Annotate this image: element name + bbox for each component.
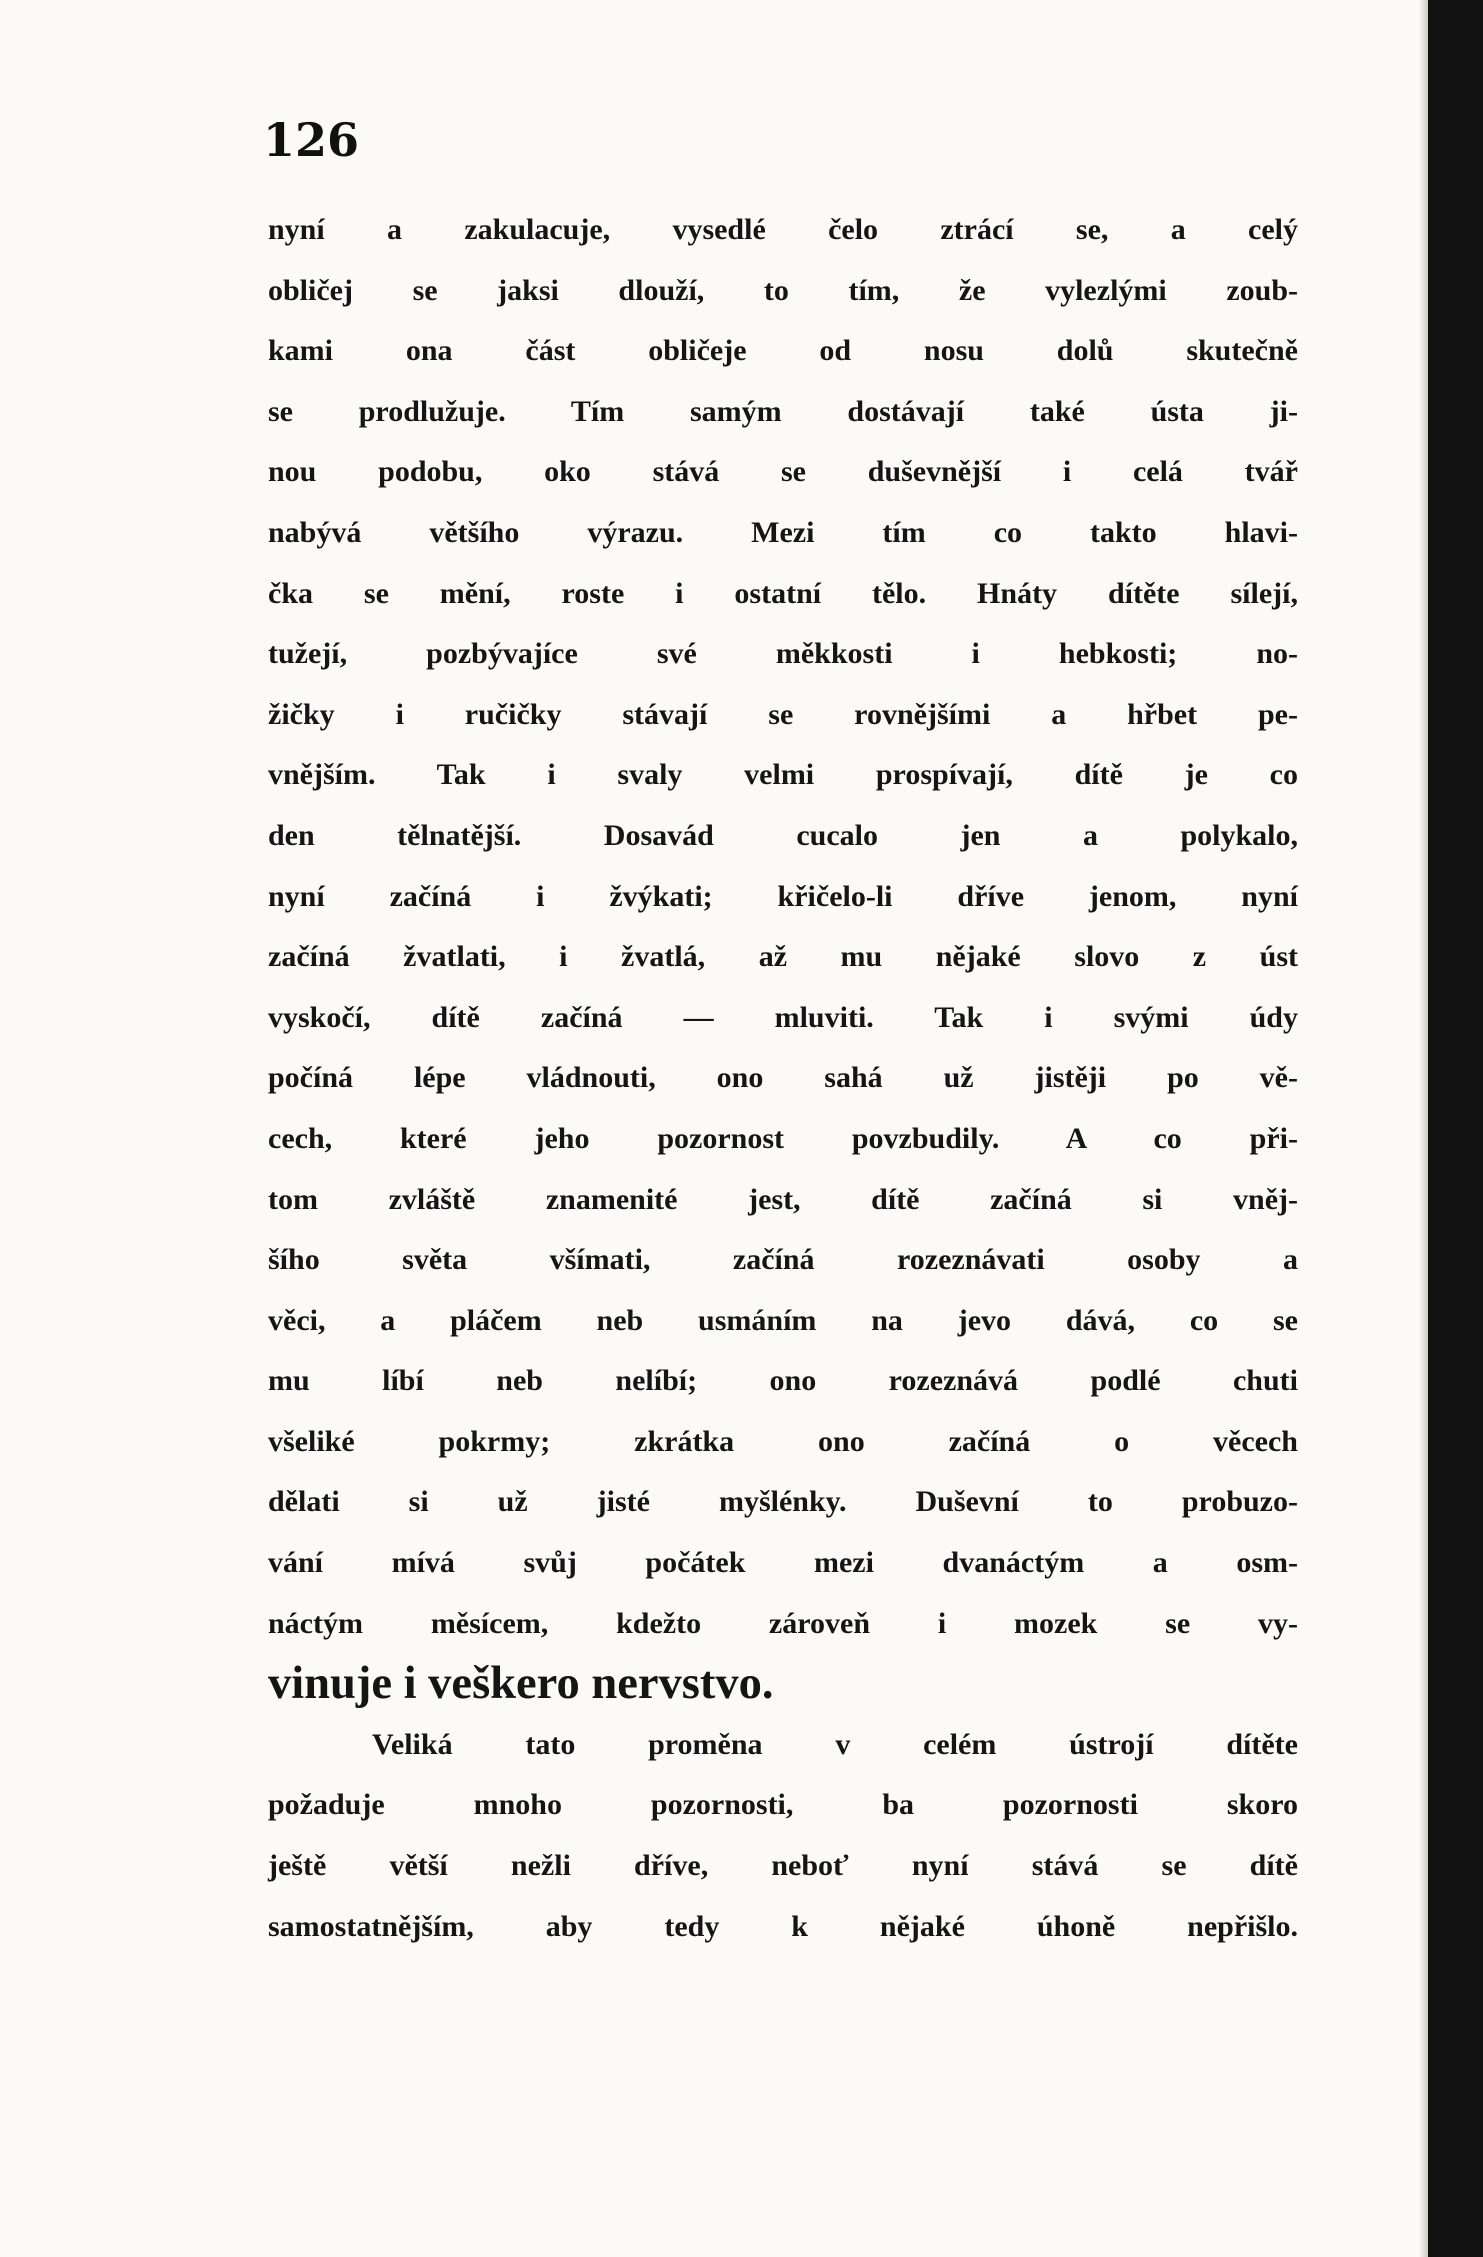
text-line: počíná lépe vládnouti, ono sahá už jistěji po vě- xyxy=(268,1061,1298,1095)
text-line: mu líbí neb nelíbí; ono rozeznává podlé chuti xyxy=(268,1364,1298,1398)
text-line: obličej se jaksi dlouží, to tím, že vylezlými zoub- xyxy=(268,273,1298,307)
page-edge-shadow xyxy=(1419,0,1428,2257)
text-line: náctým měsícem, kdežto zároveň i mozek se vy- xyxy=(268,1606,1298,1640)
text-line: dělati si už jisté myšlénky. Duševní to probuzo- xyxy=(268,1485,1298,1519)
book-spine xyxy=(1428,0,1483,2257)
body-text xyxy=(268,200,1298,1957)
text-line: nyní a zakulacuje, vysedlé čelo ztrácí se, a celý xyxy=(268,213,1298,246)
text-line: se prodlužuje. Tím samým dostávají také ústa ji- xyxy=(268,394,1298,428)
text-line: vání mívá svůj počátek mezi dvanáctým a osm- xyxy=(268,1546,1298,1580)
text-line: ještě větší nežli dříve, neboť nyní stává se dítě xyxy=(268,1849,1298,1883)
text-line: žičky i ručičky stávají se rovnějšími a hřbet pe- xyxy=(268,697,1298,731)
text-line: Veliká tato proměna v celém ústrojí dítěte xyxy=(372,1727,1298,1761)
text-line: tužejí, pozbývajíce své měkkosti i hebkosti; no- xyxy=(268,637,1298,671)
text-line: nabývá většího výrazu. Mezi tím co takto hlavi- xyxy=(268,515,1298,549)
page-number: 126 xyxy=(263,113,360,167)
text-line: požaduje mnoho pozornosti, ba pozornosti skoro xyxy=(268,1788,1298,1822)
text-line: nyní začíná i žvýkati; křičelo-li dříve jenom, nyní xyxy=(268,879,1298,913)
text-line: čka se mění, roste i ostatní tělo. Hnáty dítěte sílejí, xyxy=(268,576,1298,610)
text-line: cech, které jeho pozornost povzbudily. A co při- xyxy=(268,1121,1298,1155)
text-line: šího světa všímati, začíná rozeznávati osoby a xyxy=(268,1243,1298,1277)
text-line: věci, a pláčem neb usmáním na jevo dává, co se xyxy=(268,1303,1298,1337)
text-line: samostatnějším, aby tedy k nějaké úhoně nepřišlo. xyxy=(268,1909,1298,1943)
text-line: den tělnatější. Dosavád cucalo jen a polykalo, xyxy=(268,818,1298,852)
text-line: začíná žvatlati, i žvatlá, až mu nějaké slovo z úst xyxy=(268,940,1298,974)
text-line: kami ona část obličeje od nosu dolů skutečně xyxy=(268,334,1298,368)
text-line: vinuje i veškero nervstvo. xyxy=(268,1658,774,1710)
text-line: všeliké pokrmy; zkrátka ono začíná o věcech xyxy=(268,1424,1298,1458)
text-line: tom zvláště znamenité jest, dítě začíná si vněj- xyxy=(268,1182,1298,1216)
text-line: vnějším. Tak i svaly velmi prospívají, dítě je co xyxy=(268,758,1298,792)
text-line: vyskočí, dítě začíná — mluviti. Tak i svými údy xyxy=(268,1000,1298,1034)
text-line: nou podobu, oko stává se duševnější i celá tvář xyxy=(268,455,1298,489)
